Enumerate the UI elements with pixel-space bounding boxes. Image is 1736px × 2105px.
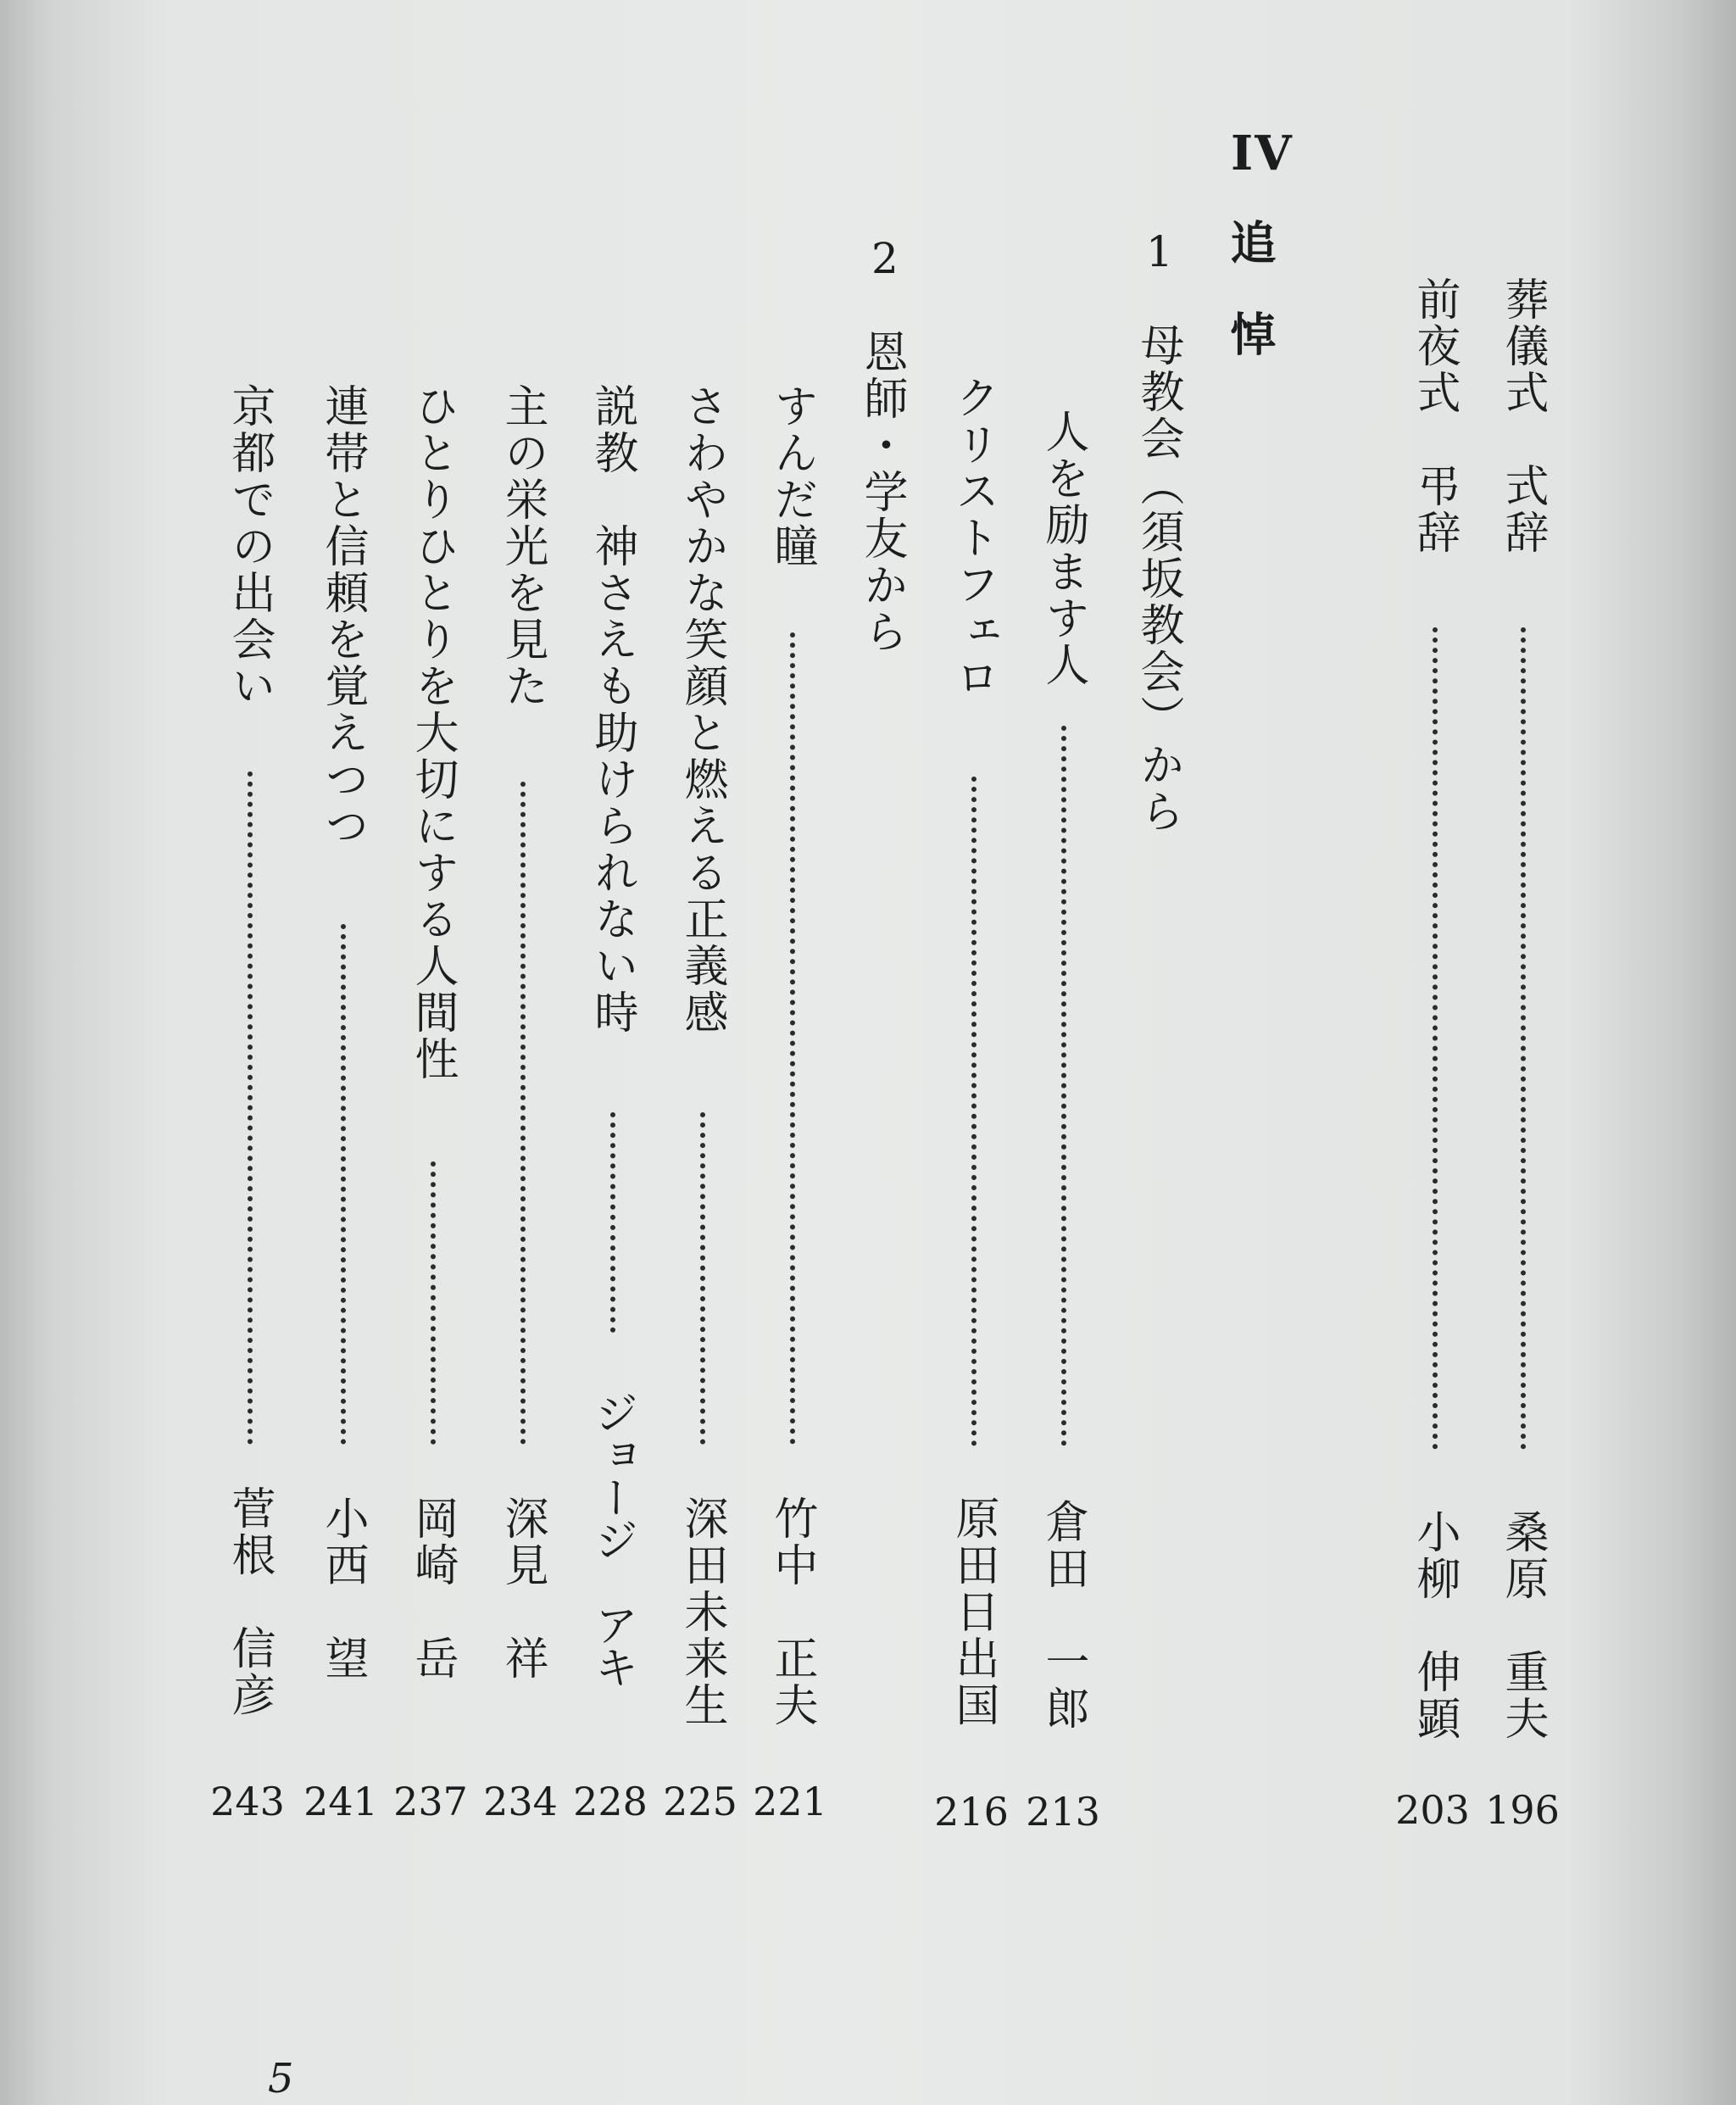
dot-leader	[700, 1112, 705, 1445]
entry-page: 203	[1395, 1787, 1470, 1833]
entry-title: 葬儀式 式辞	[1497, 276, 1548, 556]
dot-leader	[790, 632, 795, 1445]
entry-page: 196	[1485, 1787, 1560, 1833]
page-number: 5	[268, 2055, 294, 2102]
entry-page: 228	[573, 1779, 648, 1824]
entry-page: 221	[753, 1779, 827, 1824]
entry-author: 深見 祥	[497, 1495, 548, 1682]
dot-leader	[520, 782, 526, 1445]
section-2-title: 恩師・学友から	[856, 329, 907, 655]
entry-author: 岡崎 岳	[407, 1495, 458, 1682]
entry-author: 小西 望	[317, 1495, 368, 1682]
entry-title: 主の栄光を見た	[497, 383, 548, 710]
entry-title: さわやかな笑顔と燃える正義感	[676, 383, 727, 1036]
dot-leader	[971, 777, 976, 1446]
entry-author: 小柳 伸顕	[1409, 1509, 1460, 1742]
entry-title: ひとりひとりを大切にする人間性	[407, 383, 458, 1083]
dot-leader	[1433, 627, 1438, 1450]
part-numeral: IV	[1231, 125, 1294, 181]
entry-author: ジョージ アキ	[587, 1390, 637, 1687]
entry-author: 深田未来生	[676, 1495, 727, 1729]
entry-author: 菅根 信彦	[224, 1485, 275, 1718]
entry-title: クリストフェロ	[948, 375, 999, 701]
section-1-number: 1	[1146, 227, 1173, 276]
dot-leader	[248, 771, 253, 1445]
part-title: 追 悼	[1223, 219, 1277, 356]
entry-page: 241	[303, 1779, 378, 1824]
entry-page: 243	[210, 1779, 285, 1824]
section-2-number: 2	[871, 234, 899, 283]
entry-title: 京都での出会い	[224, 383, 275, 710]
entry-page: 237	[393, 1779, 468, 1824]
entry-author: 原田日出国	[948, 1495, 999, 1729]
entry-author: 倉田 一郎	[1038, 1499, 1088, 1732]
section-1-title: 母教会（須坂教会）から	[1132, 322, 1183, 835]
dot-leader	[341, 924, 346, 1445]
entry-title: 前夜式 弔辞	[1409, 276, 1460, 556]
entry-author: 桑原 重夫	[1497, 1509, 1548, 1742]
dot-leader	[1521, 627, 1526, 1450]
entry-page: 234	[483, 1779, 558, 1824]
dot-leader	[431, 1161, 436, 1445]
entry-page: 216	[934, 1789, 1009, 1835]
entry-author: 竹中 正夫	[766, 1495, 817, 1729]
entry-title: 人を励ます人	[1038, 409, 1088, 688]
entry-page: 225	[663, 1779, 737, 1824]
dot-leader	[1061, 726, 1066, 1446]
entry-title: 連帯と信頼を覚えつつ	[317, 383, 368, 849]
entry-page: 213	[1026, 1789, 1100, 1835]
entry-title: すんだ瞳	[766, 383, 817, 570]
entry-title: 説教 神さえも助けられない時	[587, 383, 637, 1036]
dot-leader	[610, 1112, 615, 1333]
